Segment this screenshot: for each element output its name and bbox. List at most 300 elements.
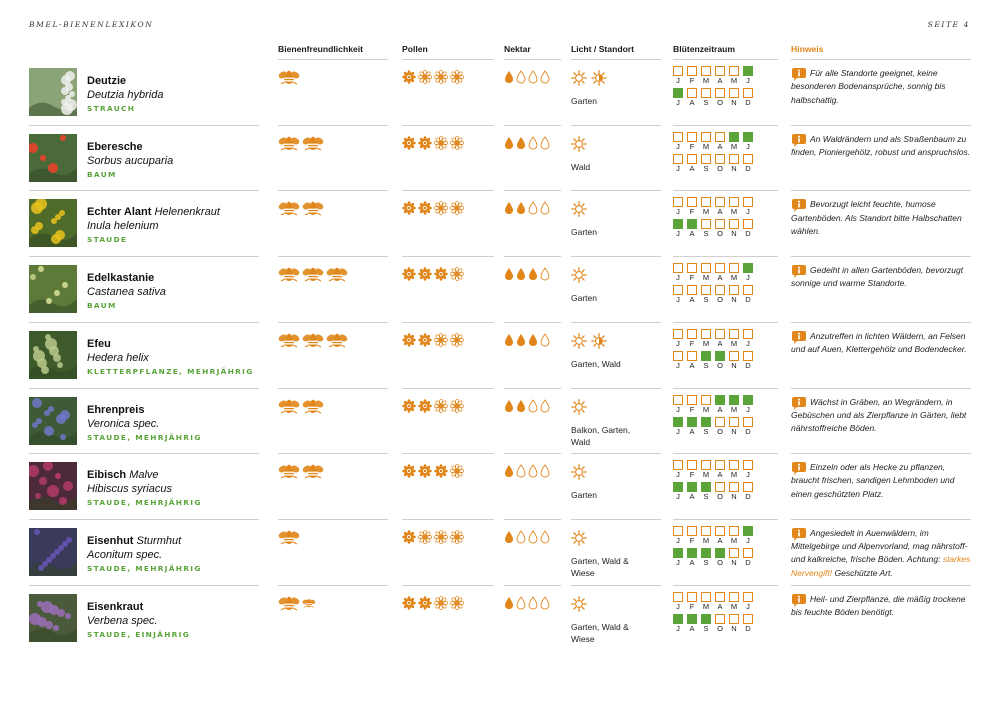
nectar-drop-filled-icon bbox=[504, 530, 514, 544]
nectar-drop-filled-icon bbox=[528, 333, 538, 347]
bloom-month-labels bbox=[673, 76, 768, 86]
plant-common-name: Ehrenpreis bbox=[87, 403, 145, 416]
month-label: J bbox=[746, 338, 750, 348]
bloom-month-inactive bbox=[673, 526, 683, 536]
bloom-month-boxes bbox=[673, 219, 768, 229]
month-label: O bbox=[717, 98, 723, 107]
bee-rating bbox=[278, 529, 300, 547]
bloom-month-labels bbox=[673, 405, 768, 415]
month-label: J bbox=[676, 98, 680, 107]
row-separator bbox=[402, 125, 494, 126]
nectar-drop-empty-icon bbox=[516, 70, 526, 84]
nectar-drop-filled-icon bbox=[516, 399, 526, 413]
light-rating bbox=[571, 136, 587, 152]
row-separator bbox=[29, 519, 259, 520]
plant-latin-name: Sorbus aucuparia bbox=[87, 154, 174, 167]
bloom-month-inactive bbox=[687, 66, 697, 76]
light-rating bbox=[571, 399, 587, 415]
pollen-flower-empty-icon bbox=[434, 530, 448, 544]
bloom-month-inactive bbox=[715, 132, 725, 142]
plant-type: STAUDE bbox=[87, 235, 128, 245]
plant-row bbox=[0, 125, 1000, 191]
book-title: BMEL-BIENENLEXIKON bbox=[29, 20, 154, 29]
bloom-month-boxes bbox=[673, 482, 768, 492]
sun-icon bbox=[571, 464, 587, 480]
location-text: Garten, Wald & Wiese bbox=[571, 555, 629, 578]
bloom-month-inactive bbox=[687, 351, 697, 361]
plant-type: BAUM bbox=[87, 301, 117, 311]
plant-row bbox=[0, 322, 1000, 388]
bloom-month-active bbox=[701, 417, 711, 427]
column-header-light-location: Licht / Standort bbox=[571, 44, 635, 54]
bee-icon bbox=[278, 398, 300, 416]
month-label: D bbox=[745, 557, 751, 567]
pollen-flower-empty-icon bbox=[434, 201, 448, 215]
hint-text bbox=[791, 593, 971, 620]
pollen-flower-empty-icon bbox=[450, 136, 464, 150]
row-separator bbox=[571, 585, 661, 586]
bloom-month-inactive bbox=[715, 592, 725, 602]
month-label: A bbox=[717, 273, 723, 283]
month-label: J bbox=[676, 229, 680, 239]
plant-row bbox=[0, 585, 1000, 651]
row-separator bbox=[29, 190, 259, 191]
month-label: O bbox=[717, 492, 723, 502]
bloom-month-active bbox=[673, 417, 683, 427]
bloom-month-active bbox=[687, 417, 697, 427]
month-label: S bbox=[703, 229, 709, 239]
nectar-drop-filled-icon bbox=[504, 333, 514, 347]
pollen-flower-filled-icon bbox=[402, 201, 416, 215]
month-label: F bbox=[689, 273, 695, 283]
row-separator bbox=[504, 190, 561, 191]
row-separator bbox=[504, 585, 561, 586]
bloom-month-inactive bbox=[687, 329, 697, 339]
nectar-rating bbox=[504, 399, 550, 413]
bloom-month-active bbox=[715, 395, 725, 405]
light-rating bbox=[571, 464, 587, 480]
pollen-flower-empty-icon bbox=[450, 399, 464, 413]
bee-icon bbox=[278, 595, 300, 613]
row-separator bbox=[29, 125, 259, 126]
plant-alt-name: Helenenkraut bbox=[154, 206, 220, 219]
month-label: O bbox=[717, 360, 723, 370]
month-label: F bbox=[689, 76, 695, 85]
pollen-rating bbox=[402, 464, 464, 478]
bee-rating bbox=[278, 463, 324, 481]
bloom-month-inactive bbox=[701, 132, 711, 142]
month-label: J bbox=[676, 338, 680, 348]
month-label: M bbox=[730, 273, 738, 283]
nectar-drop-filled-icon bbox=[516, 267, 526, 281]
month-label: N bbox=[731, 360, 737, 370]
row-separator bbox=[402, 190, 494, 191]
bloom-month-boxes bbox=[673, 285, 768, 295]
bloom-month-active bbox=[701, 548, 711, 558]
plant-photo bbox=[29, 397, 77, 445]
month-label: M bbox=[730, 404, 738, 414]
location-text: Garten, Wald & Wiese bbox=[571, 621, 629, 644]
month-label: J bbox=[676, 163, 680, 173]
month-label: D bbox=[745, 98, 751, 107]
bloom-month-inactive bbox=[729, 460, 739, 470]
bloom-calendar bbox=[673, 197, 768, 241]
plant-row bbox=[0, 256, 1000, 322]
bloom-month-inactive bbox=[715, 417, 725, 427]
month-label: J bbox=[746, 141, 750, 151]
pollen-rating bbox=[402, 201, 464, 215]
bloom-month-inactive bbox=[729, 548, 739, 558]
pollen-flower-empty-icon bbox=[434, 596, 448, 610]
pollen-flower-filled-icon bbox=[434, 267, 448, 281]
nectar-drop-filled-icon bbox=[516, 136, 526, 150]
plant-row bbox=[0, 388, 1000, 454]
nectar-drop-empty-icon bbox=[540, 267, 550, 281]
row-separator bbox=[673, 59, 778, 60]
bloom-month-inactive bbox=[715, 482, 725, 492]
bee-icon bbox=[302, 135, 324, 153]
bloom-month-inactive bbox=[715, 460, 725, 470]
nectar-drop-empty-icon bbox=[540, 70, 550, 84]
nectar-drop-filled-icon bbox=[504, 399, 514, 413]
nectar-drop-empty-icon bbox=[540, 530, 550, 544]
bee-icon bbox=[278, 69, 300, 87]
row-separator bbox=[673, 322, 778, 323]
bloom-month-inactive bbox=[673, 66, 683, 76]
month-label: A bbox=[689, 623, 695, 633]
bloom-month-inactive bbox=[715, 263, 725, 273]
bee-icon bbox=[302, 463, 324, 481]
pollen-flower-empty-icon bbox=[450, 596, 464, 610]
month-label: N bbox=[731, 229, 737, 239]
bloom-month-labels bbox=[673, 295, 768, 305]
nectar-drop-filled-icon bbox=[528, 267, 538, 281]
light-rating bbox=[571, 530, 587, 546]
bloom-month-inactive bbox=[673, 395, 683, 405]
bloom-month-inactive bbox=[743, 88, 753, 98]
plant-name bbox=[87, 601, 143, 613]
nectar-drop-empty-icon bbox=[516, 596, 526, 610]
pollen-rating bbox=[402, 267, 464, 281]
bloom-month-inactive bbox=[687, 460, 697, 470]
sun-icon bbox=[571, 530, 587, 546]
hint-body: An Waldrändern und als Straßenbaum zu finden, Pioniergehölz, robust und anspruchslos. bbox=[791, 133, 971, 157]
hint-body: Für alle Standorte geeignet, keine besonderen Bodenansprüche, sonnig bis halbschattig. bbox=[791, 68, 946, 105]
month-label: J bbox=[746, 273, 750, 283]
bloom-month-labels bbox=[673, 339, 768, 349]
nectar-rating bbox=[504, 267, 550, 281]
location-text: Garten bbox=[571, 96, 597, 106]
row-separator bbox=[278, 190, 388, 191]
bloom-month-inactive bbox=[715, 88, 725, 98]
month-label: M bbox=[702, 470, 710, 480]
plant-latin-name: Aconitum spec. bbox=[87, 548, 163, 561]
row-separator bbox=[571, 125, 661, 126]
bloom-month-inactive bbox=[729, 285, 739, 295]
row-separator bbox=[571, 519, 661, 520]
bloom-month-inactive bbox=[701, 526, 711, 536]
row-separator bbox=[571, 388, 661, 389]
bloom-month-inactive bbox=[687, 263, 697, 273]
pollen-flower-empty-icon bbox=[450, 70, 464, 84]
bee-rating bbox=[278, 266, 348, 284]
bloom-month-labels bbox=[673, 98, 768, 108]
pollen-flower-empty-icon bbox=[434, 70, 448, 84]
month-label: O bbox=[717, 295, 723, 305]
row-separator bbox=[504, 59, 561, 60]
pollen-flower-empty-icon bbox=[418, 530, 432, 544]
plant-common-name: Efeu bbox=[87, 337, 111, 350]
bloom-month-inactive bbox=[743, 460, 753, 470]
bloom-month-inactive bbox=[701, 154, 711, 164]
bloom-month-inactive bbox=[673, 197, 683, 207]
bloom-month-inactive bbox=[687, 132, 697, 142]
month-label: J bbox=[676, 295, 680, 305]
bee-icon bbox=[278, 266, 300, 284]
bloom-month-inactive bbox=[673, 351, 683, 361]
bloom-month-boxes bbox=[673, 154, 768, 164]
nectar-drop-empty-icon bbox=[528, 399, 538, 413]
month-label: S bbox=[703, 623, 709, 633]
hint-text bbox=[791, 396, 971, 436]
bloom-month-active bbox=[729, 395, 739, 405]
plant-name bbox=[87, 206, 220, 218]
sun-icon bbox=[571, 267, 587, 283]
half-shade-icon bbox=[591, 70, 607, 86]
month-label: N bbox=[731, 426, 737, 436]
month-label: N bbox=[731, 492, 737, 502]
bloom-month-labels bbox=[673, 361, 768, 371]
light-rating bbox=[571, 267, 587, 283]
bee-rating bbox=[278, 595, 316, 613]
hint-body: Bevorzugt leicht feuchte, humose Gartenböden. Als Standort bitte Halbschatten wählen. bbox=[791, 199, 962, 236]
row-separator bbox=[571, 59, 661, 60]
month-label: J bbox=[676, 273, 680, 283]
plant-latin-name: Verbena spec. bbox=[87, 614, 158, 627]
pollen-rating bbox=[402, 399, 464, 413]
hint-separator bbox=[791, 519, 971, 520]
location-text: Garten bbox=[571, 490, 597, 501]
month-label: J bbox=[676, 426, 680, 436]
month-label: F bbox=[689, 535, 695, 545]
bloom-month-labels bbox=[673, 273, 768, 283]
nectar-rating bbox=[504, 530, 550, 544]
bee-rating bbox=[278, 332, 348, 350]
row-separator bbox=[29, 322, 259, 323]
pollen-rating bbox=[402, 136, 464, 150]
bloom-month-boxes bbox=[673, 614, 768, 624]
month-label: S bbox=[703, 98, 709, 107]
pollen-flower-filled-icon bbox=[418, 267, 432, 281]
hint-body: Heil- und Zierpflanze, die mäßig trockene bis feuchte Böden benötigt. bbox=[791, 593, 966, 617]
location-text: Balkon, Garten, Wald bbox=[571, 424, 631, 447]
hint-separator bbox=[791, 322, 971, 323]
nectar-drop-empty-icon bbox=[540, 464, 550, 478]
month-label: D bbox=[745, 623, 751, 633]
bloom-month-labels bbox=[673, 624, 768, 634]
row-separator bbox=[278, 125, 388, 126]
month-label: A bbox=[689, 98, 695, 107]
plant-photo bbox=[29, 331, 77, 379]
month-label: M bbox=[702, 404, 710, 414]
hint-separator bbox=[791, 190, 971, 191]
plant-name bbox=[87, 141, 143, 153]
hint-note: Geschützte Art. bbox=[834, 567, 893, 578]
row-separator bbox=[278, 519, 388, 520]
plant-photo bbox=[29, 134, 77, 182]
bloom-month-labels bbox=[673, 142, 768, 152]
plant-type: STRAUCH bbox=[87, 104, 136, 113]
month-label: S bbox=[703, 163, 709, 173]
month-label: N bbox=[731, 163, 737, 173]
bloom-month-boxes bbox=[673, 417, 768, 427]
bee-icon bbox=[302, 598, 316, 613]
hint-body: Gedeiht in allen Gartenböden, bevorzugt sonnige und warme Standorte. bbox=[791, 265, 964, 289]
bloom-month-active bbox=[687, 614, 697, 624]
hint-separator bbox=[791, 453, 971, 454]
pollen-flower-filled-icon bbox=[418, 596, 432, 610]
column-header-hint: Hinweis bbox=[791, 44, 824, 54]
plant-row bbox=[0, 190, 1000, 256]
row-separator bbox=[29, 388, 259, 389]
plant-type: STAUDE, MEHRJÄHRIG bbox=[87, 563, 202, 573]
page-number: SEITE 4 bbox=[927, 20, 970, 29]
month-label: A bbox=[717, 404, 723, 414]
location-text: Garten, Wald bbox=[571, 358, 621, 369]
sun-icon bbox=[571, 333, 587, 349]
month-label: J bbox=[746, 601, 750, 611]
bee-rating bbox=[278, 200, 324, 218]
month-label: J bbox=[676, 492, 680, 502]
sun-icon bbox=[571, 201, 587, 217]
plant-photo bbox=[29, 265, 77, 313]
bee-rating bbox=[278, 398, 324, 416]
bloom-month-inactive bbox=[743, 329, 753, 339]
month-label: A bbox=[689, 557, 695, 567]
hint-separator bbox=[791, 388, 971, 389]
month-label: J bbox=[746, 404, 750, 414]
row-separator bbox=[402, 585, 494, 586]
bloom-month-inactive bbox=[729, 351, 739, 361]
pollen-flower-filled-icon bbox=[402, 596, 416, 610]
bloom-month-active bbox=[687, 482, 697, 492]
month-label: M bbox=[730, 338, 738, 348]
bloom-calendar bbox=[673, 329, 768, 373]
nectar-drop-empty-icon bbox=[540, 136, 550, 150]
nectar-drop-filled-icon bbox=[504, 596, 514, 610]
row-separator bbox=[29, 453, 259, 454]
row-separator bbox=[278, 388, 388, 389]
row-separator bbox=[673, 453, 778, 454]
bee-icon bbox=[302, 332, 324, 350]
pollen-rating bbox=[402, 596, 464, 610]
bloom-month-inactive bbox=[729, 66, 739, 76]
bloom-month-inactive bbox=[743, 614, 753, 624]
plant-row bbox=[0, 453, 1000, 519]
row-separator bbox=[278, 585, 388, 586]
bloom-month-labels bbox=[673, 602, 768, 612]
hint-text bbox=[791, 198, 971, 238]
bloom-month-inactive bbox=[729, 526, 739, 536]
month-label: F bbox=[689, 207, 695, 217]
nectar-drop-filled-icon bbox=[504, 201, 514, 215]
column-header-bloom-period: Blütenzeitraum bbox=[673, 44, 736, 54]
pollen-rating bbox=[402, 70, 464, 84]
bloom-month-inactive bbox=[743, 482, 753, 492]
pollen-flower-empty-icon bbox=[450, 333, 464, 347]
column-header-nectar: Nektar bbox=[504, 44, 531, 54]
bloom-month-inactive bbox=[687, 526, 697, 536]
column-header-bee-friendliness: Bienenfreundlichkeit bbox=[278, 44, 363, 54]
hint-body: Anzutreffen in lichten Wäldern, an Felsen und auf Auen, Klettergehölz und Bodendecker. bbox=[791, 330, 967, 355]
plant-common-name: Eisenhut bbox=[87, 534, 134, 547]
bloom-month-active bbox=[743, 132, 753, 142]
plant-name bbox=[87, 338, 111, 350]
bloom-month-boxes bbox=[673, 526, 768, 536]
month-label: A bbox=[717, 141, 723, 151]
location-text: Wald bbox=[571, 161, 591, 172]
month-label: J bbox=[676, 141, 680, 151]
month-label: N bbox=[731, 623, 737, 633]
light-rating bbox=[571, 333, 607, 349]
hint-text bbox=[791, 264, 971, 291]
bloom-month-inactive bbox=[743, 154, 753, 164]
bloom-month-inactive bbox=[743, 197, 753, 207]
bloom-month-inactive bbox=[715, 614, 725, 624]
bloom-month-boxes bbox=[673, 460, 768, 470]
bloom-month-labels bbox=[673, 492, 768, 502]
month-label: M bbox=[702, 76, 710, 85]
nectar-drop-empty-icon bbox=[528, 70, 538, 84]
bloom-month-active bbox=[743, 526, 753, 536]
row-separator bbox=[402, 59, 494, 60]
bloom-month-inactive bbox=[701, 263, 711, 273]
month-label: J bbox=[746, 76, 750, 85]
month-label: N bbox=[731, 295, 737, 305]
bloom-month-active bbox=[701, 351, 711, 361]
bloom-calendar bbox=[673, 526, 768, 570]
nectar-rating bbox=[504, 201, 550, 215]
bloom-month-inactive bbox=[701, 395, 711, 405]
pollen-flower-filled-icon bbox=[402, 136, 416, 150]
bloom-month-inactive bbox=[673, 592, 683, 602]
nectar-drop-empty-icon bbox=[528, 136, 538, 150]
month-label: J bbox=[746, 535, 750, 545]
month-label: A bbox=[717, 207, 723, 217]
row-separator bbox=[571, 453, 661, 454]
bloom-month-labels bbox=[673, 229, 768, 239]
month-label: M bbox=[702, 338, 710, 348]
month-label: M bbox=[702, 273, 710, 283]
pollen-flower-filled-icon bbox=[402, 464, 416, 478]
bloom-month-boxes bbox=[673, 88, 768, 98]
nectar-drop-empty-icon bbox=[528, 464, 538, 478]
hint-text bbox=[791, 461, 971, 501]
plant-name bbox=[87, 272, 154, 284]
bloom-month-active bbox=[743, 66, 753, 76]
light-rating bbox=[571, 70, 607, 86]
plant-photo bbox=[29, 68, 77, 116]
hint-separator bbox=[791, 256, 971, 257]
row-separator bbox=[504, 125, 561, 126]
bloom-month-inactive bbox=[701, 460, 711, 470]
sun-icon bbox=[571, 596, 587, 612]
bloom-month-inactive bbox=[729, 263, 739, 273]
row-separator bbox=[504, 388, 561, 389]
light-rating bbox=[571, 201, 587, 217]
plant-name bbox=[87, 535, 181, 547]
month-label: J bbox=[676, 601, 680, 611]
